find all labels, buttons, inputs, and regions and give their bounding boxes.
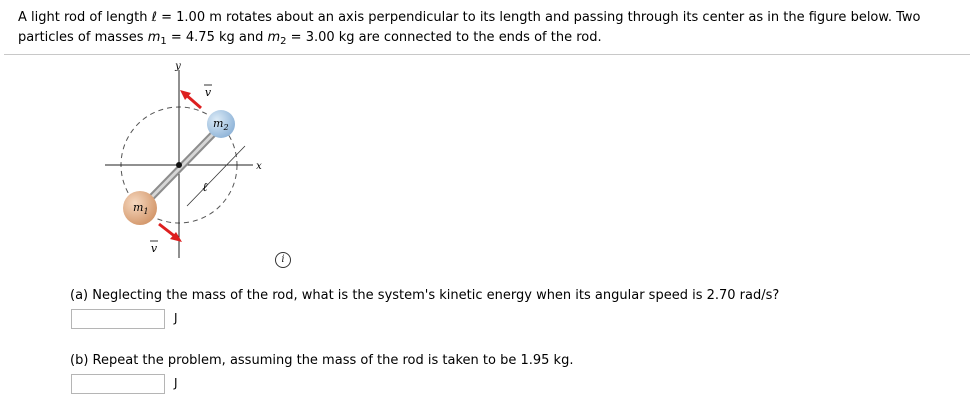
part-b-unit: J [174,376,178,390]
part-a-answer-input[interactable] [71,309,165,329]
mass2-label-m: m [213,117,224,130]
rod-highlight [143,126,221,206]
velocity-label-top: v [204,86,212,99]
part-a-unit: J [174,311,178,325]
mass1-label-sub: 1 [143,207,149,216]
part-a-question: (a) Neglecting the mass of the rod, what is the system's kinetic energy when its angular speed is 2.70 rad/s? [70,288,780,303]
pivot-point [176,162,182,168]
mass1-symbol: m [147,30,161,45]
y-axis-label: y [175,61,181,72]
problem-text-part1: A light rod of length [18,10,152,25]
divider [4,54,970,55]
mass2-label-sub: 2 [223,123,229,132]
rotating-rod-figure [95,58,295,268]
length-label: ℓ [202,180,208,194]
mass2-subscript: 2 [280,36,287,47]
problem-statement [18,8,958,48]
velocity-label-bottom: v [150,242,158,255]
mass1-subscript: 1 [160,36,167,47]
problem-text-part4: = 3.00 kg are connected to the ends of the rod. [286,30,602,45]
problem-text-part3: = 4.75 kg and [166,30,268,45]
info-icon[interactable]: i [275,252,291,268]
mass2-symbol: m [267,30,281,45]
x-axis-label: x [256,161,262,172]
part-b-question: (b) Repeat the problem, assuming the mass of the rod is taken to be 1.95 kg. [70,353,574,368]
part-b-answer-input[interactable] [71,374,165,394]
mass1-label-m: m [133,201,144,214]
rod-length-symbol: ℓ [151,10,157,25]
problem-text-part2: = 1.00 m rotates about an axis perpendicular to its length and passing through its center as in the figure below. Two particles of masses [18,10,921,45]
